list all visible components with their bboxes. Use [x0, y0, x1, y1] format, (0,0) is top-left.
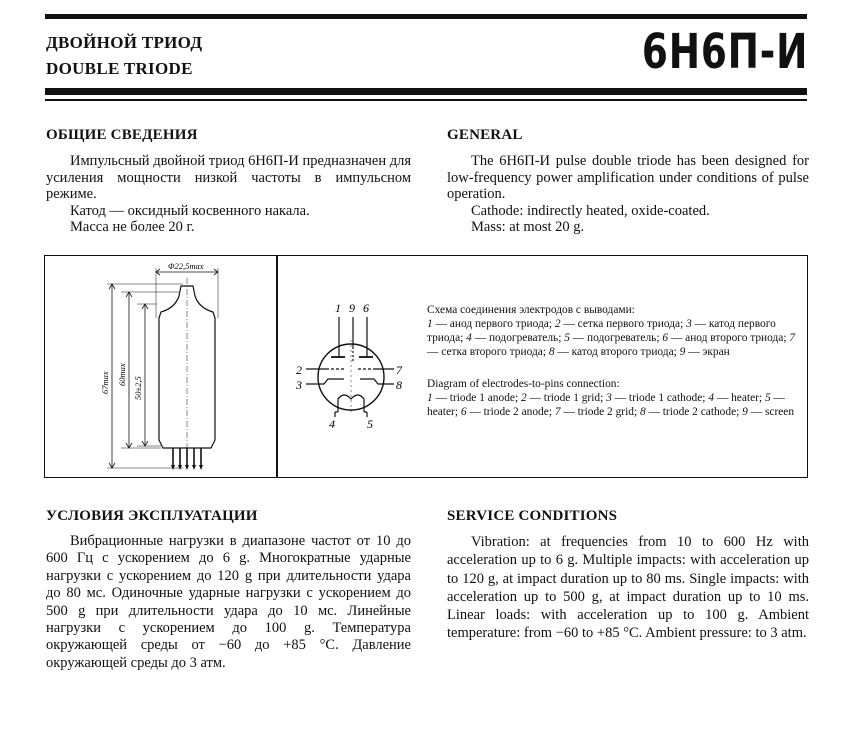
title-ru: ДВОЙНОЙ ТРИОД	[46, 33, 203, 52]
header-thick-rule	[45, 88, 807, 95]
pin-label-3: 3	[296, 378, 302, 392]
general-text-ru	[46, 153, 411, 236]
general-heading-ru: ОБЩИЕ СВЕДЕНИЯ	[46, 127, 198, 143]
pin-label-7: 7	[396, 363, 402, 377]
dim-diameter-label: Φ22,5max	[168, 261, 204, 271]
pin-label-2: 2	[296, 363, 302, 377]
general-en-line2: Cathode: indirectly heated, oxide-coated.	[471, 202, 710, 219]
dim-total-label: 67max	[100, 371, 110, 394]
top-rule	[45, 14, 807, 19]
pin-label-9: 9	[349, 301, 355, 315]
legend-en-title: Diagram of electrodes-to-pins connection:	[427, 378, 620, 390]
legend-ru-body: 1 — анод первого триода; 2 — сетка первого триода; 3 — катод первого триода; 4 — подогреватель; 5 — подогреватель; 6 — анод второго триода; 7 — сетка второго триода; 8 — катод второго триода; 9 — экран	[427, 317, 796, 358]
general-ru-line1: Импульсный двойной триод 6Н6П-И предназначен для усиления мощности низкой частоты в импульсном режиме.	[46, 153, 412, 203]
general-text-en	[447, 153, 809, 236]
legend-en-body: 1 — triode 1 anode; 2 — triode 1 grid; 3 — triode 1 cathode; 4 — heater; 5 — heater; 6 — triode 2 anode; 7 — triode 2 grid; 8 — triode 2 cathode; 9 — screen	[427, 391, 795, 418]
title-en: DOUBLE TRIODE	[46, 59, 193, 78]
general-en-line1: The 6Н6П-И pulse double triode has been designed for low-frequency power amplification under conditions of pulse operation.	[447, 153, 809, 203]
dim-inner-label: 50±2,5	[133, 376, 143, 400]
general-heading-en: GENERAL	[447, 127, 523, 143]
pin-label-6: 6	[363, 301, 369, 315]
legend-en	[427, 378, 799, 420]
pin-label-5: 5	[367, 417, 373, 431]
service-heading-ru: УСЛОВИЯ ЭКСПЛУАТАЦИИ	[46, 508, 258, 524]
pin-label-8: 8	[396, 378, 402, 392]
service-heading-en: SERVICE CONDITIONS	[447, 508, 618, 524]
model-number: 6Н6П-И	[641, 24, 808, 80]
pin-connection-diagram	[288, 295, 418, 440]
legend-ru-title: Схема соединения электродов с выводами:	[427, 304, 635, 316]
general-en-line3: Mass: at most 20 g.	[471, 219, 585, 236]
pin-label-4: 4	[329, 417, 335, 431]
service-text-en: Vibration: at frequencies from 10 to 600 Hz with acceleration up to 6 g. Multiple impacts: with acceleration up to 120 g, at impact duration up to 80 ms. Single impacts: with acceleration up to 500 g, at impact duration up to 10 ms. Linear loads: with acceleration up to 100 g. Ambient temperature: from −60 to +85 °C. Ambient pressure: to 3 atm.	[447, 534, 809, 642]
general-ru-line3: Масса не более 20 г.	[70, 219, 195, 236]
tube-outline-drawing	[95, 258, 235, 474]
pin-label-1: 1	[335, 301, 341, 315]
diagram-divider	[276, 255, 278, 478]
header-thin-rule	[45, 99, 807, 101]
service-text-ru: Вибрационные нагрузки в диапазоне частот от 10 до 600 Гц с ускорением до 6 g. Многократные ударные нагрузки с ускорением до 120 g при длительности удара до 80 мс. Одиночные ударные нагрузки с ускорением до 500 g при длительности удара до 10 мс. Линейные нагрузки с ускорением до 100 g. Температура окружающей среды от −60 до +85 °С. Давление окружающей среды до 3 атм.	[46, 533, 411, 671]
general-ru-line2: Катод — оксидный косвенного накала.	[70, 202, 310, 219]
legend-ru	[427, 304, 799, 360]
dim-body-label: 60max	[117, 363, 127, 386]
